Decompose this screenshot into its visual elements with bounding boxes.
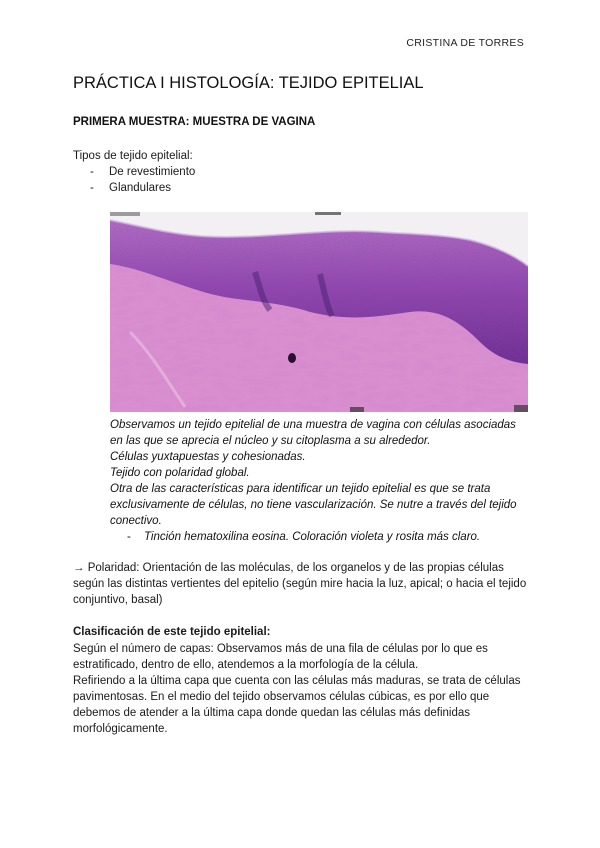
dash-bullet: - [127, 531, 131, 543]
list-item [73, 180, 195, 196]
list-item-label: De revestimiento [109, 166, 196, 178]
classification-heading: Clasificación de este tejido epitelial: [73, 626, 271, 638]
types-intro: Tipos de tejido epitelial: [73, 150, 193, 162]
list-item [73, 164, 195, 180]
figure-caption [110, 417, 530, 545]
polarity-definition: → Polaridad: Orientación de las moléculas, de los organelos y de las propias células según las distintas vertientes del epitelio (según mire hacia la luz, apical; o hacia el tejido conjuntivo, basal) [73, 562, 527, 606]
caption-line: Células yuxtapuestas y cohesionadas. [110, 451, 306, 463]
scale-marker [514, 405, 528, 412]
types-list [73, 164, 195, 196]
scale-marker [315, 212, 341, 215]
list-item-label: Glandulares [109, 182, 172, 194]
dash-bullet: - [90, 182, 94, 194]
classification-body [73, 641, 533, 737]
caption-line: Otra de las características para identificar un tejido epitelial es que se trata exclusivamente de células, no tiene vascularización. Se nutre a través del tejido conectivo. [110, 483, 517, 527]
author-name: CRISTINA DE TORRES [406, 37, 524, 49]
stain-note [110, 529, 530, 545]
histology-micrograph [110, 212, 528, 412]
section-heading: PRIMERA MUESTRA: MUESTRA DE VAGINA [73, 116, 316, 128]
caption-line: Observamos un tejido epitelial de una muestra de vagina con células asociadas en las que se aprecia el núcleo y su citoplasma a su alrededor. [110, 419, 516, 447]
caption-line: Tejido con polaridad global. [110, 467, 250, 479]
scale-bar [110, 212, 140, 216]
document-title: PRÁCTICA I HISTOLOGÍA: TEJIDO EPITELIAL [73, 74, 424, 92]
classification-paragraph: Según el número de capas: Observamos más de una fila de células por lo que es estratificado, dentro de ello, atendemos a la morfología de la célula. [73, 643, 488, 671]
scale-marker [350, 407, 364, 412]
dash-bullet: - [90, 166, 94, 178]
dark-spot [288, 353, 296, 363]
micrograph-image [110, 212, 528, 412]
stain-text: Tinción hematoxilina eosina. Coloración violeta y rosita más claro. [144, 531, 481, 543]
classification-paragraph: Refiriendo a la última capa que cuenta con las células más maduras, se trata de células pavimentosas. En el medio del tejido observamos células cúbicas, es por ello que debemos de atender a la última capa donde quedan las células más definidas morfológicamente. [73, 675, 521, 735]
epithelial-types [73, 148, 195, 196]
